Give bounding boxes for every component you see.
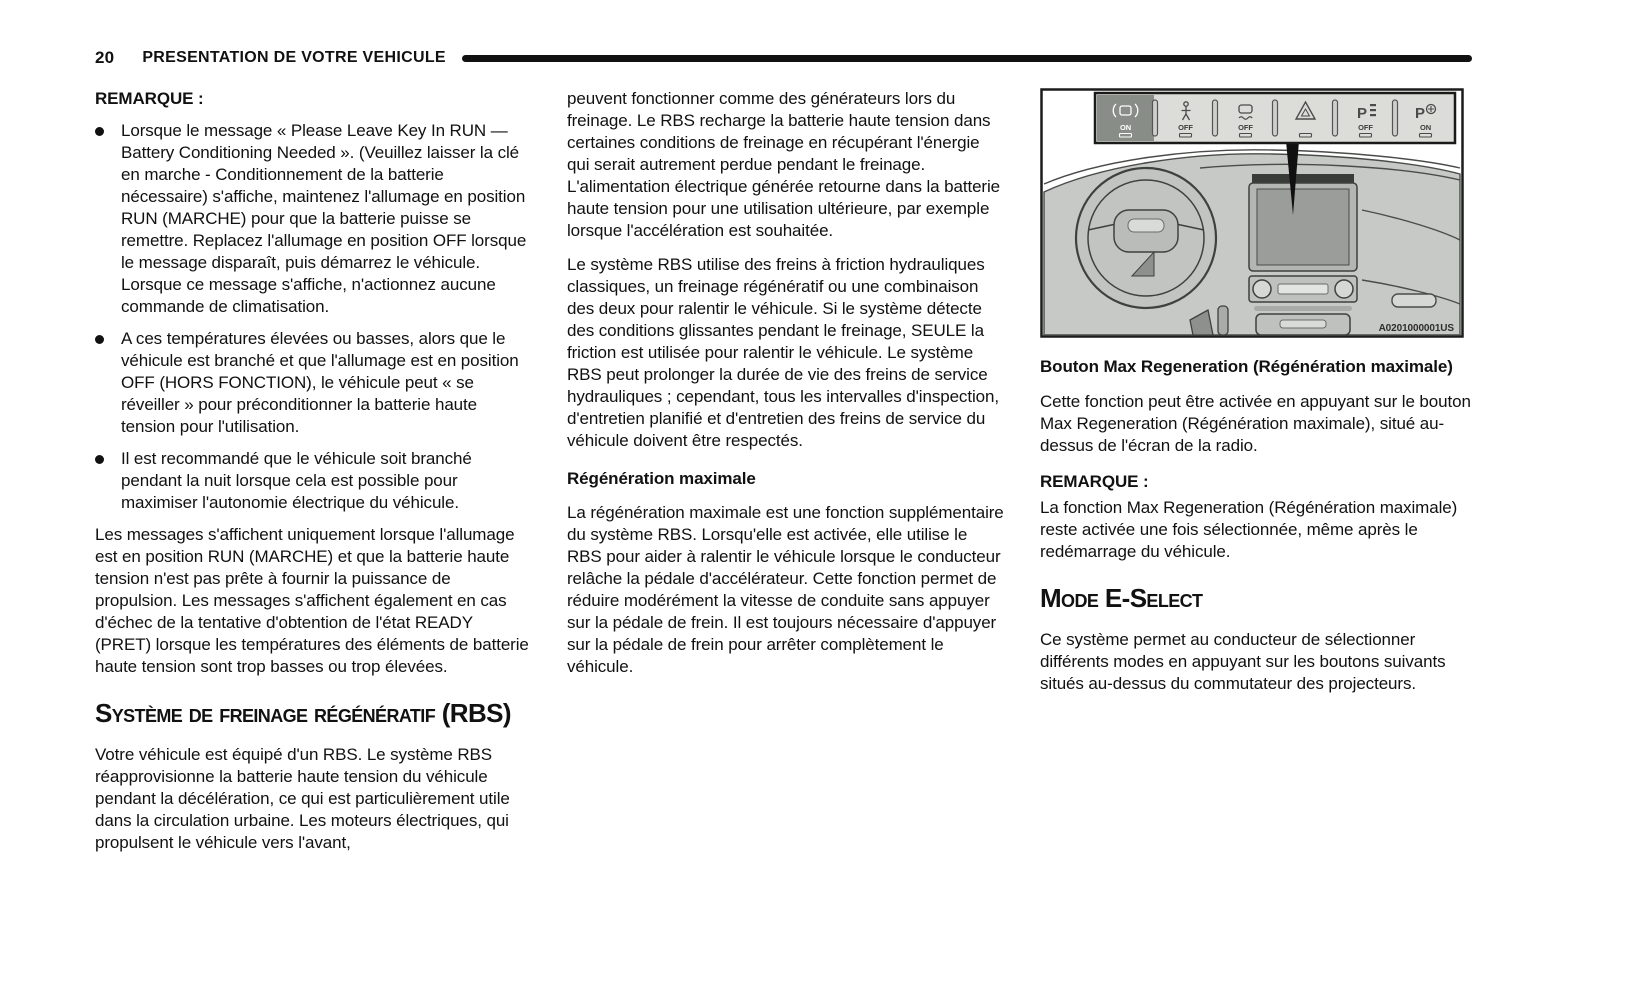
horn-pad bbox=[1128, 219, 1164, 232]
messages-paragraph: Les messages s'affichent uniquement lorsque l'allumage est en position RUN (MARCHE) et que la batterie haute tension n'est pas prête à fournir la puissance de propulsion. Les messages s'affichent également en cas d'échec de la tentative d'obtention de l'état READY (PRET) lorsque les températures des éléments de batterie haute tension sont trop basses ou trop élevées. bbox=[95, 525, 529, 676]
trim-strip bbox=[1254, 306, 1352, 311]
max-regen-paragraph: La régénération maximale est une fonction supplémentaire du système RBS. Lorsqu'elle est activée, elle utilise le RBS pour aider à ralentir le véhicule lorsque le conducteur relâche la pédale d'accélérateur. Cette fonction permet de réduire modérément la vitesse de conduite sans appuyer sur la pédale de frein. Il est toujours nécessaire d'appuyer sur la pédale de frein pour arrêter complètement le véhicule. bbox=[567, 503, 1004, 676]
switch-strip bbox=[1095, 93, 1455, 143]
subheading-max-regen: Régénération maximale bbox=[567, 469, 756, 488]
section-heading-eselect: Mode E-Select bbox=[1040, 583, 1203, 613]
list-item bbox=[95, 328, 532, 438]
screen-top-bar bbox=[1252, 174, 1354, 183]
list-item bbox=[95, 448, 532, 514]
note-label: REMARQUE : bbox=[1040, 472, 1149, 491]
bullet-text: Lorsque le message « Please Leave Key In RUN — Battery Conditioning Needed ». (Veuillez laisser la clé en marche - Conditionnement de la batterie nécessaire) s'affiche, maintenez l'allumage en position RUN (MARCHE) pour que la batterie puisse se remettre. Replacez l'allumage en position OFF lorsque le message disparaît, puis démarrez le véhicule. Lorsque ce message s'affiche, n'actionnez aucune commande de climatisation. bbox=[121, 121, 527, 316]
svg-text:P: P bbox=[1415, 105, 1425, 122]
button-state: OFF bbox=[1358, 123, 1373, 132]
button-state: ON bbox=[1419, 123, 1432, 132]
bullet-dot-icon bbox=[95, 127, 104, 136]
passenger-vent bbox=[1392, 294, 1436, 307]
bullet-dot-icon bbox=[95, 335, 104, 344]
console-slot bbox=[1280, 320, 1326, 328]
button-state: OFF bbox=[1238, 123, 1253, 132]
rbs-paragraph-continued: peuvent fonctionner comme des générateurs lors du freinage. Le RBS recharge la batterie haute tension dans certaines conditions de freinage en récupérant l'énergie qui serait autrement perdue pendant le freinage. L'alimentation électrique générée retourne dans la batterie haute tension pour une utilisation ultérieure, par exemple lorsque l'accélération est souhaitée. bbox=[567, 89, 1001, 240]
figure-code: A0201000001US bbox=[1378, 323, 1454, 334]
climate-knob-left bbox=[1253, 280, 1271, 298]
list-item bbox=[95, 120, 532, 318]
button-state: ON bbox=[1119, 123, 1132, 132]
bullet-text: Il est recommandé que le véhicule soit branché pendant la nuit lorsque cela est possible pour maximiser l'autonomie électrique du véhicule. bbox=[121, 449, 472, 512]
climate-knob-right bbox=[1335, 280, 1353, 298]
right-column bbox=[1040, 88, 1474, 707]
touchscreen bbox=[1257, 189, 1349, 265]
dashboard-figure bbox=[1040, 88, 1464, 338]
left-column bbox=[95, 88, 532, 866]
center-stack bbox=[1249, 174, 1357, 335]
steering-wheel bbox=[1076, 168, 1216, 308]
svg-text:P: P bbox=[1357, 105, 1367, 122]
bullet-text: A ces températures élevées ou basses, alors que le véhicule est branché et que l'allumage est en position OFF (HORS FONCTION), le véhicule peut « se réveiller » pour préconditionner la batterie haute tension pour l'utilisation. bbox=[121, 329, 519, 436]
active-button-background bbox=[1097, 95, 1154, 141]
bullet-dot-icon bbox=[95, 455, 104, 464]
rbs-friction-paragraph: Le système RBS utilise des freins à friction hydrauliques classiques, un freinage régénératif ou une combinaison des deux pour ralentir le véhicule. Si le système détecte des conditions glissantes pendant le freinage, SEULE la friction est utilisée pour ralentir le véhicule. Le système RBS peut prolonger la durée de vie des freins de service hydrauliques ; cependant, tous les intervalles d'inspection, d'entretien planifié et d'entretien des freins de service du véhicule doivent être respectés. bbox=[567, 255, 999, 450]
dashboard-figure-svg bbox=[1040, 88, 1464, 338]
figure-caption: Bouton Max Regeneration (Régénération maximale) bbox=[1040, 357, 1453, 376]
accelerator-pedal bbox=[1218, 306, 1228, 335]
middle-column bbox=[567, 88, 1004, 690]
page-number: 20 bbox=[95, 48, 115, 67]
header-rule bbox=[462, 55, 1472, 62]
section-heading-rbs: Système de freinage régénératif (RBS) bbox=[95, 698, 511, 728]
note-paragraph: La fonction Max Regeneration (Régénération maximale) reste activée une fois sélectionnée, même après le redémarrage du véhicule. bbox=[1040, 498, 1458, 561]
page-header bbox=[95, 48, 1472, 68]
climate-button-row bbox=[1278, 284, 1328, 294]
max-regen-button-paragraph: Cette fonction peut être activée en appuyant sur le bouton Max Regeneration (Régénération maximale), situé au-dessus de l'écran de la radio. bbox=[1040, 392, 1471, 455]
header-title: PRESENTATION DE VOTRE VEHICULE bbox=[142, 49, 446, 66]
note-label: REMARQUE : bbox=[95, 89, 204, 108]
rbs-paragraph: Votre véhicule est équipé d'un RBS. Le système RBS réapprovisionne la batterie haute tension du véhicule pendant la décélération, ce qui est particulièrement utile dans la circulation urbaine. Les moteurs électriques, qui propulsent le véhicule vers l'avant, bbox=[95, 745, 510, 852]
button-state: OFF bbox=[1178, 123, 1193, 132]
eselect-paragraph: Ce système permet au conducteur de sélectionner différents modes en appuyant sur les boutons suivants situés au-dessus du commutateur des projecteurs. bbox=[1040, 630, 1446, 693]
